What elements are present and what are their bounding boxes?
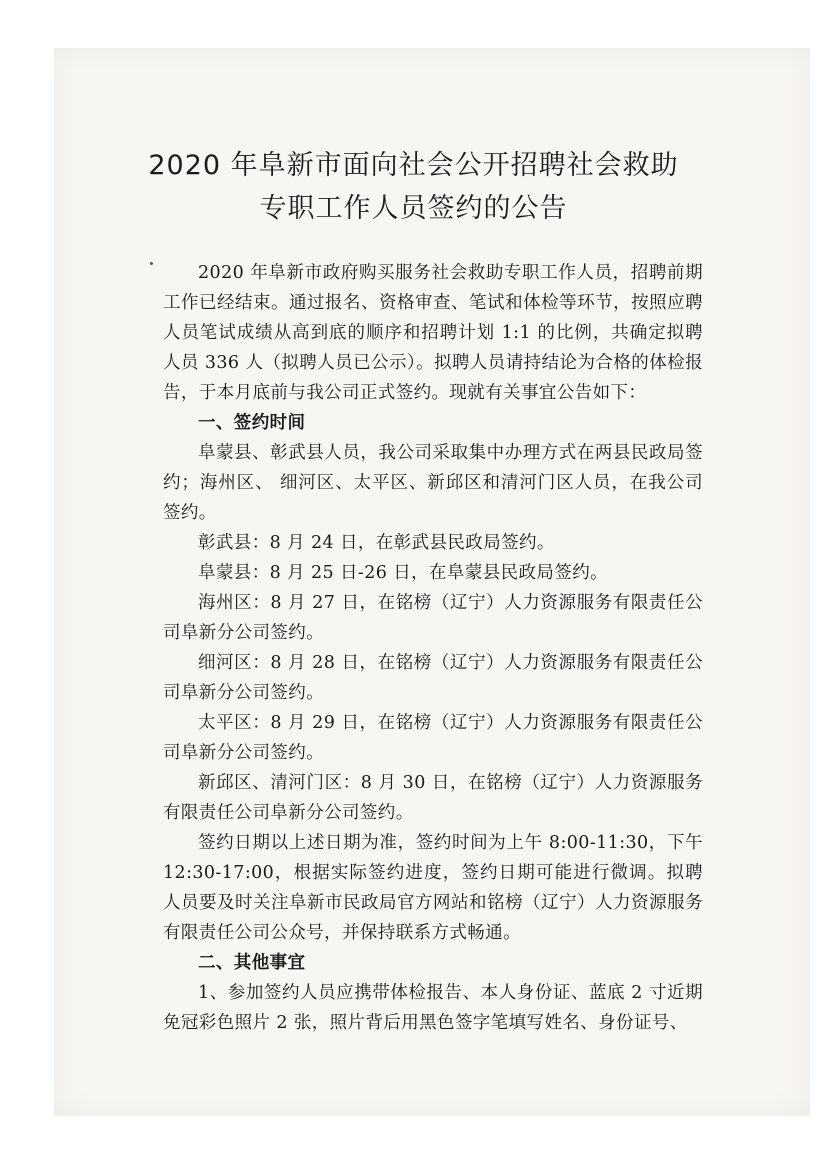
schedule-item-taiping: 太平区：8 月 29 日，在铭榜（辽宁）人力资源服务有限责任公司阜新分公司签约。 xyxy=(163,713,703,763)
document-body xyxy=(163,258,703,1038)
schedule-item-fumeng: 阜蒙县：8 月 25 日-26 日，在阜蒙县民政局签约。 xyxy=(198,563,609,583)
scan-speck xyxy=(150,262,153,265)
schedule-item-xinqiu-qinghemen: 新邱区、清河门区：8 月 30 日，在铭榜（辽宁）人力资源服务有限责任公司阜新分公司签约。 xyxy=(163,773,703,823)
section-2-heading: 二、其他事宜 xyxy=(198,953,306,973)
document-title-line-2: 专职工作人员签约的公告 xyxy=(259,193,568,224)
section-1-heading: 一、签约时间 xyxy=(198,413,306,433)
intro-paragraph: 2020 年阜新市政府购买服务社会救助专职工作人员，招聘前期工作已经结束。通过报名、资格审查、笔试和体检等环节，按照应聘人员笔试成绩从高到底的顺序和招聘计划 1:1 的比例，共确定拟聘人员 336 人（拟聘人员已公示）。拟聘人员请持结论为合格的体检报告，于本月底前与我公司正式签约。现就有关事宜公告如下： xyxy=(163,263,703,403)
schedule-item-zhangwu: 彰武县：8 月 24 日，在彰武县民政局签约。 xyxy=(198,533,555,553)
document-title-line-1: 2020 年阜新市面向社会公开招聘社会救助 xyxy=(148,150,679,181)
schedule-item-haizhou: 海州区：8 月 27 日，在铭榜（辽宁）人力资源服务有限责任公司阜新分公司签约。 xyxy=(163,593,703,643)
time-note-paragraph: 签约日期以上述日期为准，签约时间为上午 8:00-11:30，下午 12:30-17:00，根据实际签约进度，签约日期可能进行微调。拟聘人员要及时关注阜新市民政局官方网站和铭榜（辽宁）人力资源服务有限责任公司公众号，并保持联系方式畅通。 xyxy=(163,833,703,943)
schedule-item-xihe: 细河区：8 月 28 日，在铭榜（辽宁）人力资源服务有限责任公司阜新分公司签约。 xyxy=(163,653,703,703)
section-2-item-1: 1、参加签约人员应携带体检报告、本人身份证、蓝底 2 寸近期免冠彩色照片 2 张，照片背后用黑色签字笔填写姓名、身份证号、 xyxy=(163,983,703,1033)
section-1-intro: 阜蒙县、彰武县人员，我公司采取集中办理方式在两县民政局签约；海州区、 细河区、太平区、新邱区和清河门区人员，在我公司签约。 xyxy=(163,443,703,523)
